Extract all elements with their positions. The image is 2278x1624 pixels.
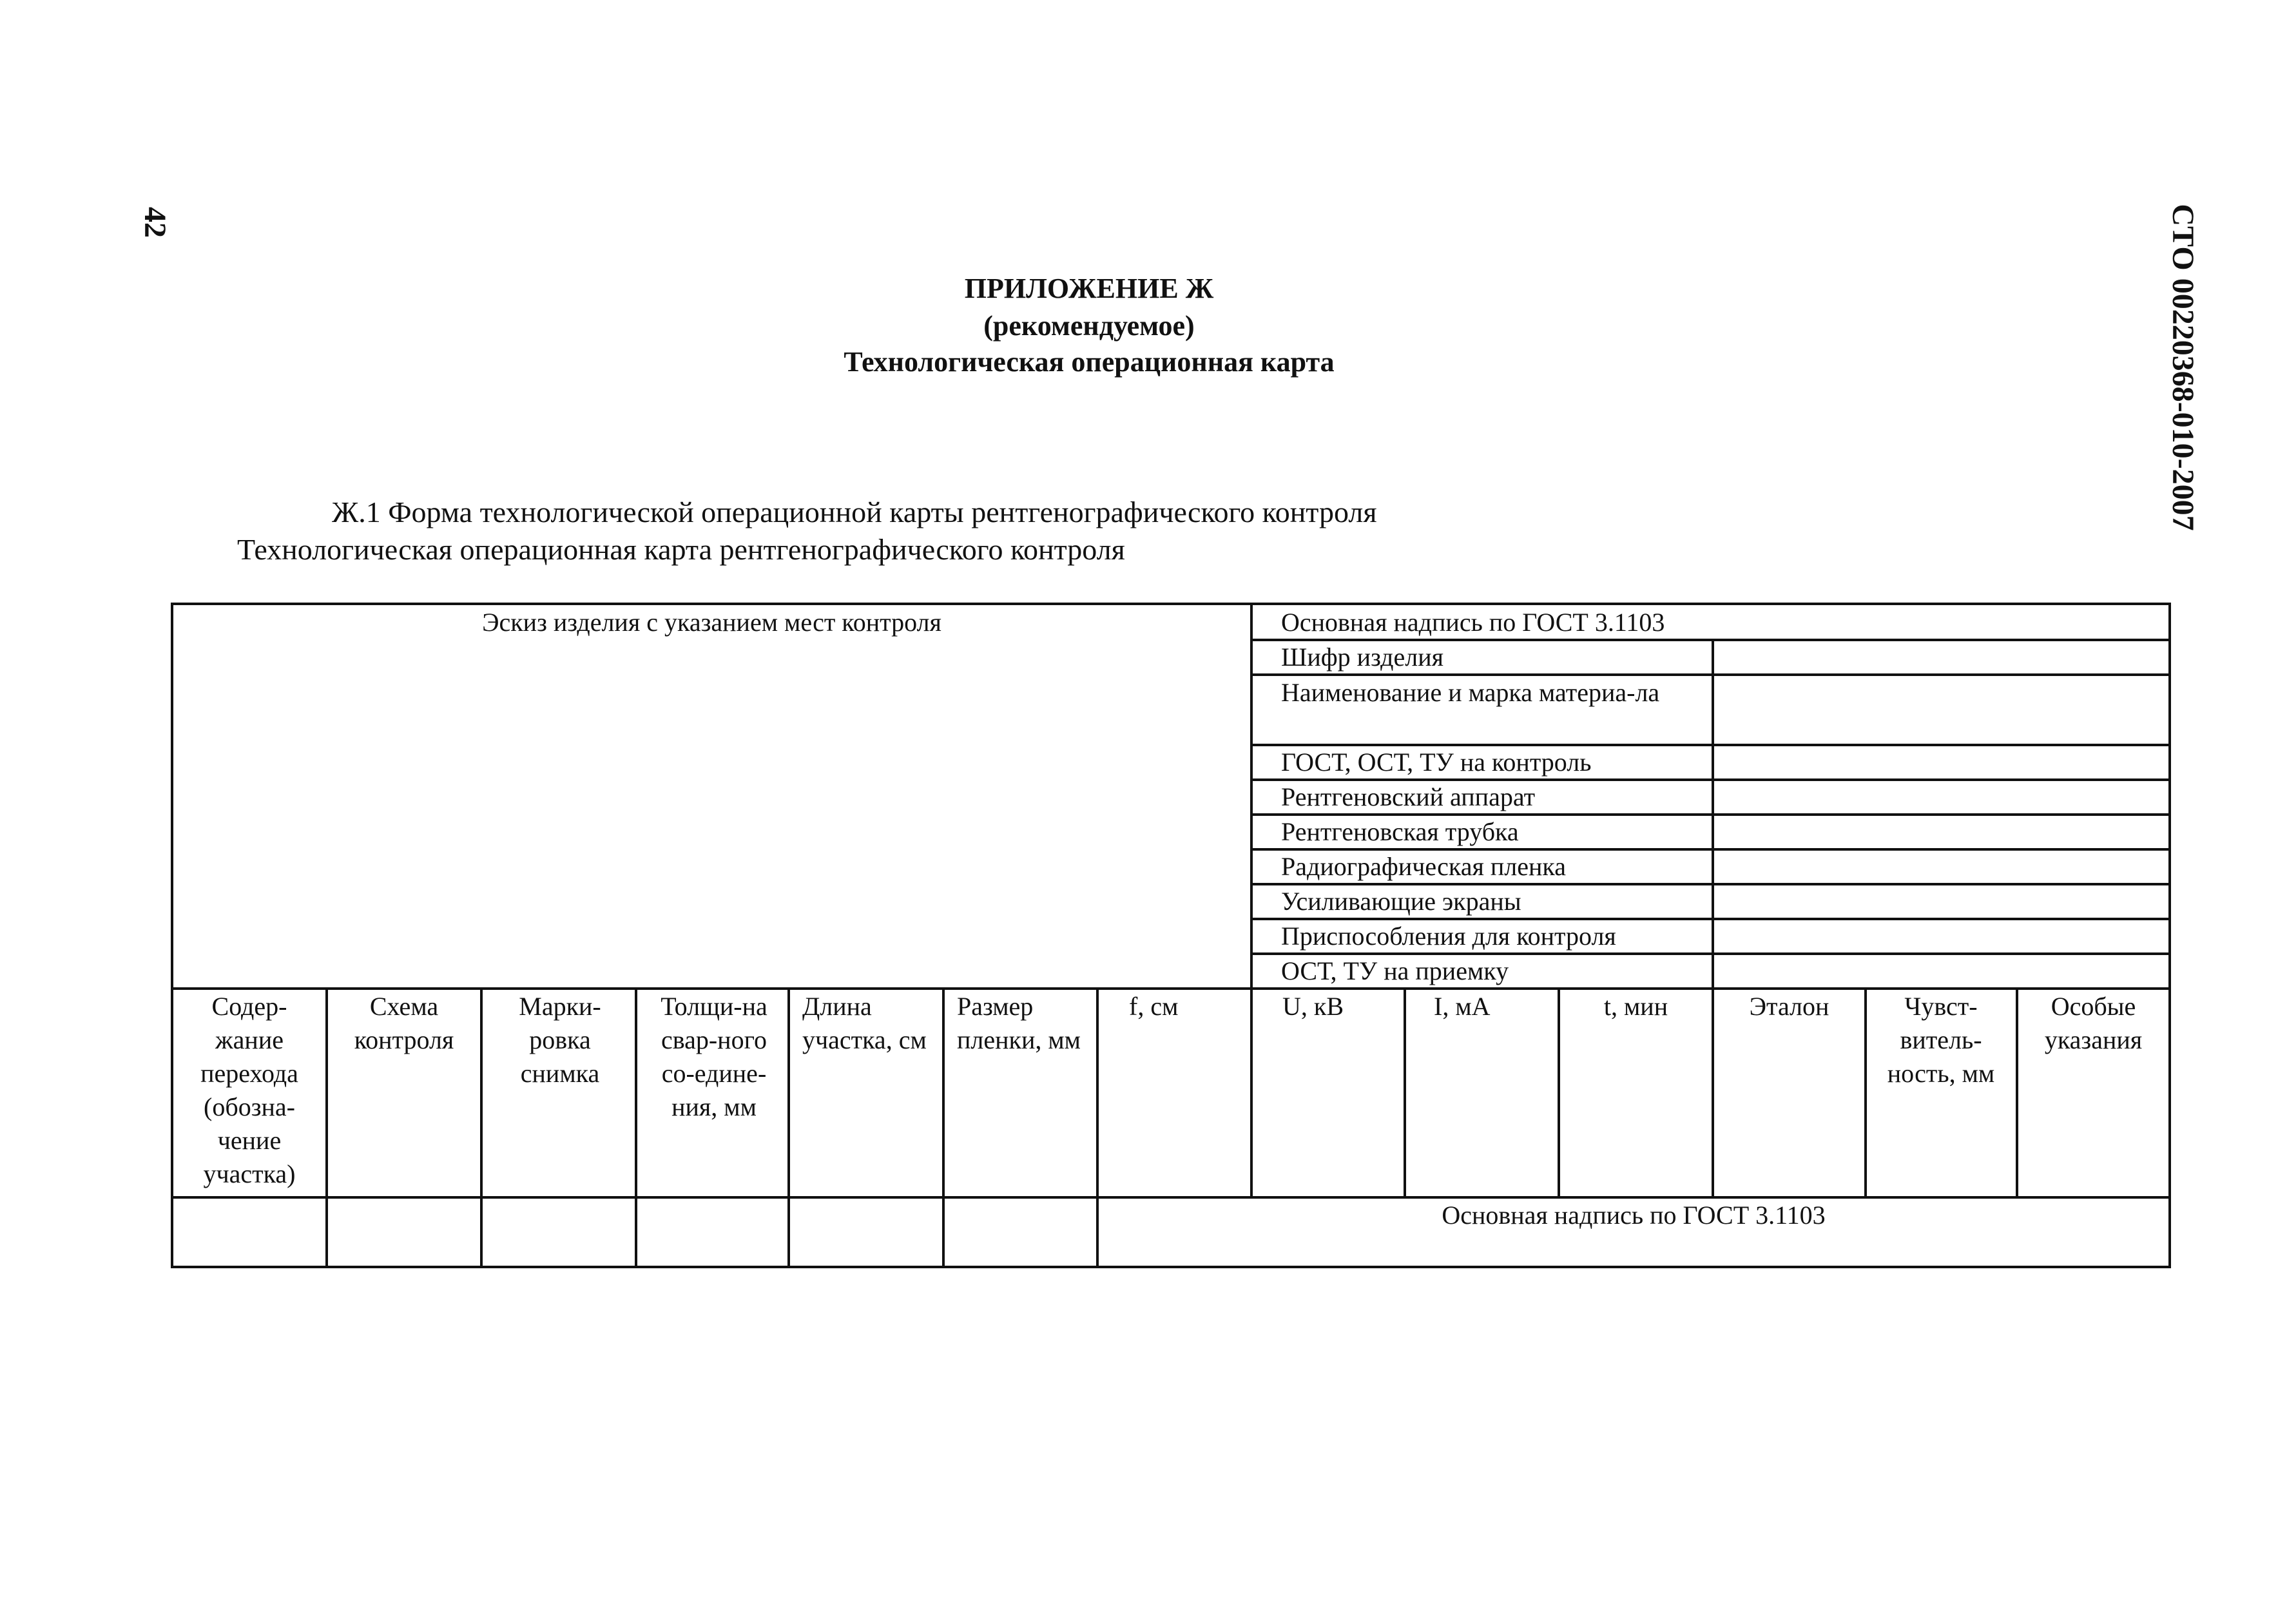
column-header-t: t, мин [1603, 992, 1668, 1021]
field-fixtures: Приспособления для контроля [1281, 922, 1616, 951]
table-line [1250, 603, 1253, 1196]
table-border-bottom [171, 1266, 2171, 1268]
column-header-sensitivity: Чувст-витель-ность, мм [1887, 992, 1995, 1088]
form-title: Технологическая операционная карта рентгенографического контроля [237, 533, 1125, 566]
column-header-u: U, кВ [1282, 992, 1344, 1021]
field-screens: Усиливающие экраны [1281, 887, 1521, 916]
column-header-film-size: Размер пленки, мм [957, 992, 1081, 1054]
table-line [1404, 987, 1406, 1196]
appendix-title: ПРИЛОЖЕНИЕ Ж [964, 273, 1214, 304]
sketch-label: Эскиз изделия с указанием мест контроля [482, 608, 941, 637]
column-header-transition: Содер-жание перехода (обозна-чение участка) [200, 992, 298, 1188]
table-line [635, 987, 637, 1266]
table-line [787, 987, 790, 1266]
table-line [942, 987, 945, 1266]
stamp-bottom: Основная надпись по ГОСТ 3.1103 [1442, 1201, 1826, 1230]
appendix-subtitle: Технологическая операционная карта [844, 346, 1335, 378]
document-code-text: СТО 00220368-010-2007 [2166, 204, 2200, 531]
field-xray-tube: Рентгеновская трубка [1281, 817, 1519, 846]
section-caption: Ж.1 Форма технологической операционной карты рентгенографического контроля [332, 496, 1377, 528]
table-border-left [171, 603, 173, 1268]
column-header-thickness: Толщи-на свар-ного со-едине-ния, мм [661, 992, 767, 1121]
column-header-scheme: Схема контроля [354, 992, 454, 1054]
field-standards: ГОСТ, ОСТ, ТУ на контроль [1281, 748, 1592, 777]
stamp-top: Основная надпись по ГОСТ 3.1103 [1281, 608, 1665, 637]
field-material: Наименование и марка материа-ла [1281, 678, 1660, 707]
column-header-i: I, мА [1434, 992, 1491, 1021]
table-line [1864, 987, 1867, 1196]
table-border-right [2168, 603, 2171, 1268]
field-film: Радиографическая пленка [1281, 852, 1566, 881]
column-header-length: Длина участка, см [802, 992, 927, 1054]
table-border-top [171, 603, 2171, 605]
column-header-notes: Особые указания [2044, 992, 2143, 1054]
table-line [480, 987, 483, 1266]
column-header-f: f, см [1129, 992, 1179, 1021]
appendix-type: (рекомендуемое) [983, 310, 1195, 342]
page-number-text: 42 [138, 207, 172, 238]
field-xray-apparatus: Рентгеновский аппарат [1281, 782, 1536, 811]
field-acceptance: ОСТ, ТУ на приемку [1281, 956, 1509, 985]
column-header-standard: Эталон [1749, 992, 1829, 1021]
field-product-code: Шифр изделия [1281, 643, 1444, 672]
column-header-marking: Марки-ровка снимка [519, 992, 601, 1088]
table-line [1712, 639, 1714, 1196]
table-line [325, 987, 328, 1266]
